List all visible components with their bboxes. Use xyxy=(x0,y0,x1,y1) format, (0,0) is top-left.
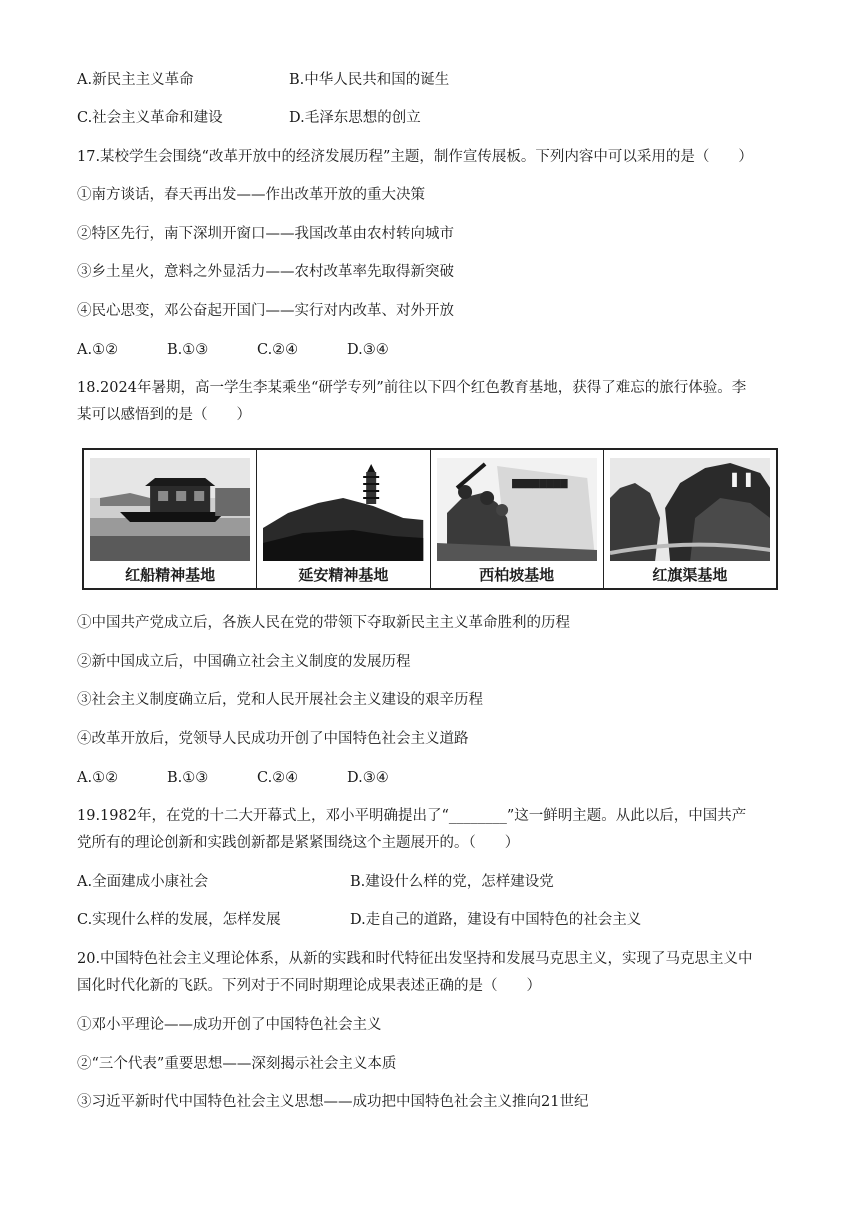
photo-caption-4: 红旗渠基地 xyxy=(652,566,728,584)
cliff-canal-photo xyxy=(610,458,770,561)
svg-text:▇▇▇▇▇▇▇▇: ▇▇▇▇▇▇▇▇ xyxy=(511,479,568,489)
q18-photo-panel-4 xyxy=(604,450,776,588)
q17-stem: 17.某校学生会围绕“改革开放中的经济发展历程”主题，制作宣传展板。下列内容中可以采用的是（ ） xyxy=(77,149,753,165)
q18-option-c: C.②④ xyxy=(257,770,299,786)
q20-item-3: ③习近平新时代中国特色社会主义思想——成功把中国特色社会主义推向21世纪 xyxy=(77,1094,589,1110)
q18-photo-panel-2 xyxy=(257,450,430,588)
q19-option-d: D.走自己的道路，建设有中国特色的社会主义 xyxy=(350,912,642,928)
q17-options xyxy=(77,340,437,360)
q16-option-d: D.毛泽东思想的创立 xyxy=(289,110,421,126)
q19-stem-line-1: 19.1982年，在党的十二大开幕式上，邓小平明确提出了“________”这一鲜明主题。从此以后，中国共产 xyxy=(77,808,747,824)
red-boat-photo xyxy=(90,458,250,561)
q18-item-1: ①中国共产党成立后，各族人民在党的带领下夺取新民主主义革命胜利的历程 xyxy=(77,615,570,631)
q17-item-1: ①南方谈话，春天再出发——作出改革开放的重大决策 xyxy=(77,187,425,203)
q16-option-a: A.新民主主义革命 xyxy=(77,72,194,88)
q19-stem-line-2: 党所有的理论创新和实践创新都是紧紧围绕这个主题展开的。（ ） xyxy=(77,835,520,851)
q20-item-1: ①邓小平理论——成功开创了中国特色社会主义 xyxy=(77,1017,382,1033)
q17-option-c: C.②④ xyxy=(257,342,299,358)
q18-stem-line-1: 18.2024年暑期，高一学生李某乘坐“研学专列”前往以下四个红色教育基地，获得了难忘的旅行体验。李 xyxy=(77,380,747,396)
q18-item-2: ②新中国成立后，中国确立社会主义制度的发展历程 xyxy=(77,654,411,670)
pagoda-hill-photo xyxy=(263,458,423,561)
photo-caption-1: 红船精神基地 xyxy=(125,566,216,584)
q17-option-b: B.①③ xyxy=(167,342,209,358)
q17-option-d: D.③④ xyxy=(347,342,389,358)
photo-caption-2: 延安精神基地 xyxy=(298,566,389,584)
q20-stem-line-2: 国化时代化新的飞跃。下列对于不同时期理论成果表述正确的是（ ） xyxy=(77,978,541,994)
q16-option-c: C.社会主义革命和建设 xyxy=(77,110,223,126)
q18-item-3: ③社会主义制度确立后，党和人民开展社会主义建设的艰辛历程 xyxy=(77,692,483,708)
monument-statue-photo xyxy=(437,458,597,561)
q18-photo-panel-3 xyxy=(431,450,604,588)
q18-photo-strip xyxy=(82,448,778,590)
q18-item-4: ④改革开放后，党领导人民成功开创了中国特色社会主义道路 xyxy=(77,731,469,747)
q17-item-2: ②特区先行，南下深圳开窗口——我国改革由农村转向城市 xyxy=(77,226,454,242)
q18-stem-line-2: 某可以感悟到的是（ ） xyxy=(77,407,251,423)
q18-option-a: A.①② xyxy=(77,770,119,786)
q18-photo-panel-1 xyxy=(84,450,257,588)
q20-item-2: ②“三个代表”重要思想——深刻揭示社会主义本质 xyxy=(77,1056,397,1072)
photo-caption-3: 西柏坡基地 xyxy=(479,566,555,584)
q17-option-a: A.①② xyxy=(77,342,119,358)
svg-text:▌▐: ▌▐ xyxy=(731,473,751,487)
q19-option-a: A.全面建成小康社会 xyxy=(77,874,209,890)
q19-option-b: B.建设什么样的党，怎样建设党 xyxy=(350,874,554,890)
q20-stem-line-1: 20.中国特色社会主义理论体系，从新的实践和时代特征出发坚持和发展马克思主义，实现了马克思主义中 xyxy=(77,951,753,967)
q18-options xyxy=(77,768,437,788)
q19-option-c: C.实现什么样的发展，怎样发展 xyxy=(77,912,281,928)
q18-option-d: D.③④ xyxy=(347,770,389,786)
q18-option-b: B.①③ xyxy=(167,770,209,786)
q17-item-3: ③乡土星火，意料之外显活力——农村改革率先取得新突破 xyxy=(77,264,454,280)
q17-item-4: ④民心思变，邓公奋起开国门——实行对内改革、对外开放 xyxy=(77,303,454,319)
q16-option-b: B.中华人民共和国的诞生 xyxy=(289,72,450,88)
